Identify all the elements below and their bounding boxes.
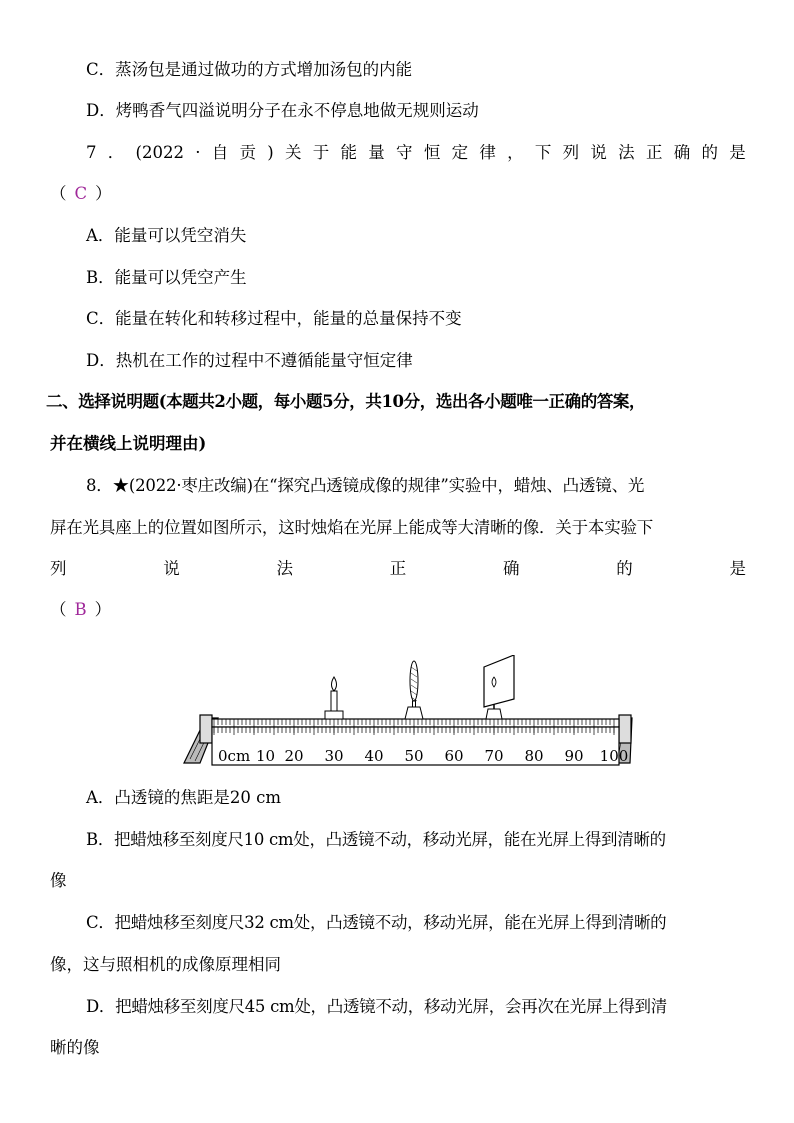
q7-stem-char: 量 (368, 143, 385, 162)
q8-stem-char: 是 (729, 559, 746, 578)
q8-option-d-cont: 晰的像 (50, 1038, 100, 1057)
paren-close: ） (95, 184, 112, 203)
ruler-unit-label: 0cm (218, 747, 251, 765)
q7-stem-char: 下 (534, 143, 552, 162)
ruler-scale-label: 60 (444, 747, 464, 765)
optical-bench-figure (178, 655, 636, 770)
q8-answer-blank (50, 598, 746, 622)
light-screen (484, 655, 514, 707)
candle (331, 691, 337, 711)
q7-stem-char: 于 (312, 143, 330, 162)
ruler-scale-label: 50 (404, 747, 424, 765)
lens-holder (405, 707, 423, 719)
q7-stem-char: 列 (562, 143, 580, 162)
ruler-scale-label: 100 (599, 747, 629, 765)
q8-stem-char: 确 (503, 559, 520, 578)
q7-stem-char: (2022 (135, 143, 184, 162)
q8-option-d: D．把蜡烛移至刻度尺45 cm处，凸透镜不动，移动光屏，会再次在光屏上得到清 (86, 997, 667, 1016)
bench-items (325, 655, 514, 719)
q7-stem-char: 法 (618, 143, 635, 162)
q7-stem-char: 守 (396, 143, 413, 162)
q8-stem-char: 列 (50, 559, 67, 578)
q7-option-d: D．热机在工作的过程中不遵循能量守恒定律 (86, 351, 413, 370)
q8-stem-line1: 8．★(2022·枣庄改编)在“探究凸透镜成像的规律”实验中，蜡烛、凸透镜、光 (86, 476, 645, 495)
ruler-scale-label: 70 (484, 747, 504, 765)
q7-stem-char: 自 (211, 143, 229, 162)
q7-option-b: B．能量可以凭空产生 (86, 268, 247, 287)
q7-stem-char: 律 (479, 143, 496, 162)
paren-open: （ (50, 184, 67, 203)
q6-option-d: D．烤鸭香气四溢说明分子在永不停息地做无规则运动 (86, 101, 479, 120)
candle-holder (325, 711, 343, 719)
ruler-ticks (214, 719, 614, 735)
q8-option-c: C．把蜡烛移至刻度尺32 cm处，凸透镜不动，移动光屏，能在光屏上得到清晰的 (86, 913, 667, 932)
q7-answer-blank (50, 182, 746, 206)
right-end-clamp (619, 715, 631, 743)
q8-answer: B (74, 600, 87, 619)
q7-stem-char: ， (507, 143, 524, 162)
left-end-clamp (200, 715, 212, 743)
ruler-scale-label: 10 (256, 747, 276, 765)
flame-image (492, 677, 496, 687)
q7-stem-char: · (195, 143, 201, 162)
q8-option-b: B．把蜡烛移至刻度尺10 cm处，凸透镜不动，移动光屏，能在光屏上得到清晰的 (86, 830, 666, 849)
q7-stem-char: 的 (701, 143, 718, 162)
ruler-scale-label: 20 (284, 747, 304, 765)
q8-stem-char: 说 (163, 559, 180, 578)
q8-stem-line2: 屏在光具座上的位置如图所示，这时烛焰在光屏上能成等大清晰的像．关于本实验下 (50, 518, 654, 537)
q7-option-c: C．能量在转化和转移过程中，能量的总量保持不变 (86, 309, 462, 328)
candle-flame (332, 677, 337, 691)
q8-stem-char: 的 (616, 559, 633, 578)
q8-stem-char: 正 (389, 559, 407, 578)
q8-stem-line3 (50, 557, 746, 581)
lens-stem (413, 701, 416, 707)
paren-open: （ (50, 600, 67, 619)
ruler-scale-label: 30 (324, 747, 344, 765)
q7-stem-char: 7 (86, 143, 97, 162)
q8-option-b-cont: 像 (50, 871, 67, 890)
q7-stem-char: 是 (729, 143, 746, 162)
q6-option-c: C．蒸汤包是通过做功的方式增加汤包的内能 (86, 60, 413, 79)
q7-stem-char: 说 (590, 143, 607, 162)
q7-stem-char: ． (107, 143, 125, 162)
q7-stem-char: 定 (451, 143, 469, 162)
paren-close: ） (94, 600, 112, 619)
q7-option-a: A．能量可以凭空消失 (86, 226, 247, 245)
q8-option-a: A．凸透镜的焦距是20 cm (86, 788, 282, 807)
q7-stem-char: 正 (645, 143, 663, 162)
q7-answer: C (74, 184, 88, 203)
q7-stem-char: 关 (284, 143, 302, 162)
q7-stem-char: 能 (340, 143, 358, 162)
q8-stem-char: 法 (276, 559, 293, 578)
ruler-scale-label: 90 (564, 747, 584, 765)
q7-stem-char: ) (267, 143, 274, 162)
section-heading-cont: 并在横线上说明理由) (50, 434, 207, 453)
section-heading: 二、选择说明题(本题共2小题，每小题5分，共10分，选出各小题唯一正确的答案， (46, 392, 646, 411)
ruler-scale-label: 80 (524, 747, 544, 765)
q7-stem-char: 恒 (423, 143, 441, 162)
q7-stem (86, 141, 746, 165)
screen-holder (486, 709, 502, 719)
ruler-scale-label: 40 (364, 747, 384, 765)
q7-stem-char: 贡 (239, 143, 257, 162)
q7-stem-char: 确 (673, 143, 691, 162)
q8-option-c-cont: 像，这与照相机的成像原理相同 (50, 955, 281, 974)
